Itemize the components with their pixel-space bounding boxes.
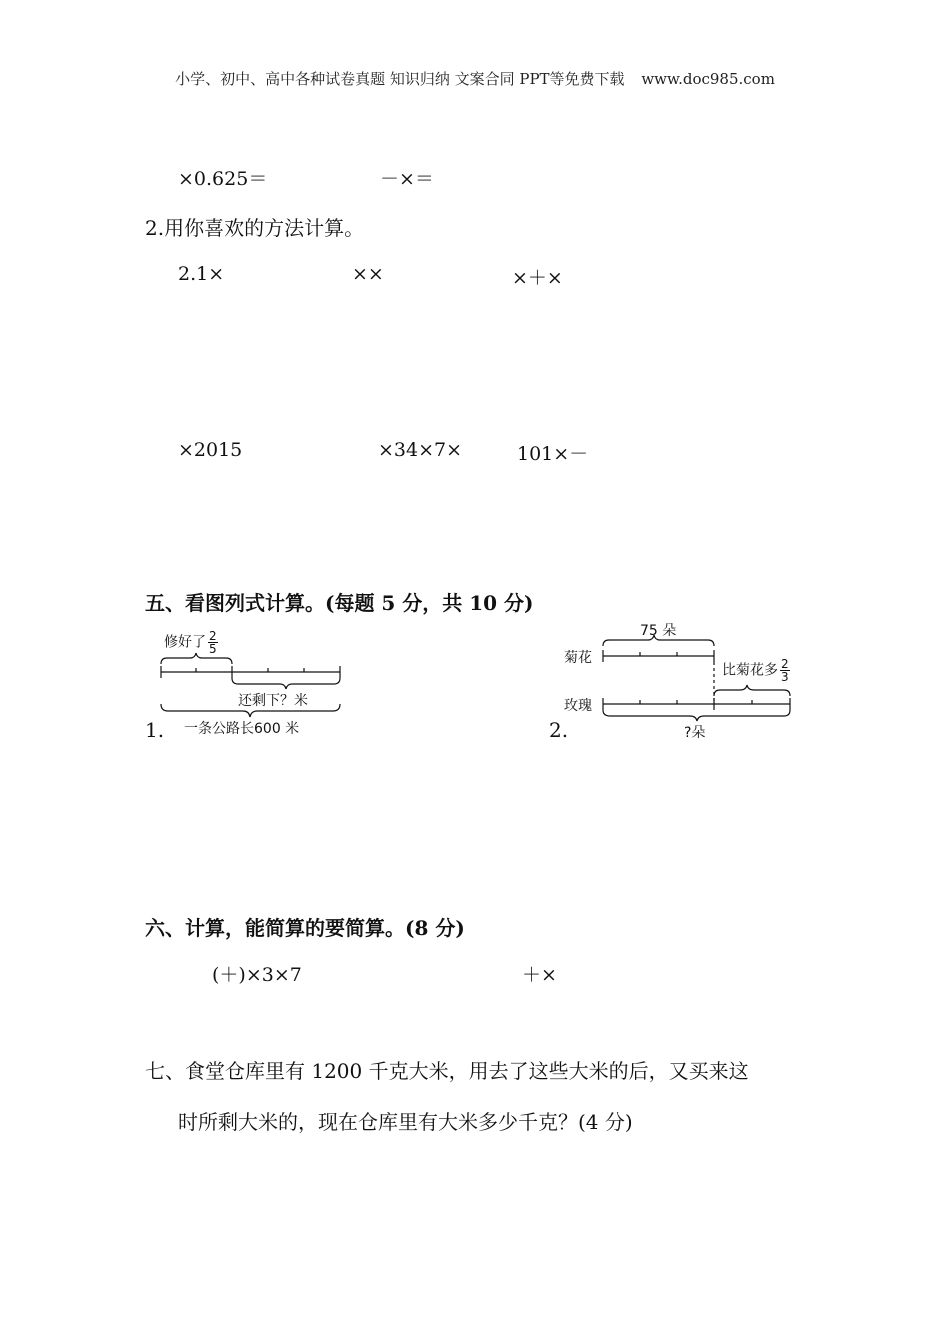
fraction-two-fifths — [208, 630, 218, 655]
sec6-expr-1: (＋)×3×7 — [212, 964, 302, 986]
more-label — [722, 658, 790, 683]
fraction-two-thirds — [780, 658, 790, 683]
more-text: 比菊花多 — [722, 662, 778, 679]
fraction-numerator: 2 — [781, 657, 789, 671]
sec6-expr-2: ＋× — [522, 964, 557, 986]
header-site: www.doc985.com — [641, 70, 775, 88]
fraction-numerator: 2 — [209, 629, 217, 643]
q2-expr-2: ×× — [352, 263, 384, 285]
remaining-label: 还剩下？米 — [238, 693, 308, 709]
q2-expr-4: ×2015 — [178, 439, 243, 461]
q2-expr-5: ×34×7× — [378, 439, 463, 461]
fraction-denominator: 5 — [209, 642, 217, 656]
total-length-label: 一条公路长600 米 — [184, 721, 300, 737]
q2-expr-1: 2.1× — [178, 263, 225, 285]
diagram-1 — [158, 624, 348, 744]
repaired-label — [164, 630, 218, 655]
chrysanthemum-count: 75 朵 — [640, 623, 677, 639]
question-2-label: 2.用你喜欢的方法计算。 — [145, 216, 365, 240]
rose-total-label: ?朵 — [684, 725, 706, 741]
header-text: 小学、初中、高中各种试卷真题 知识归纳 文案合同 PPT等免费下载 — [175, 70, 625, 88]
diagram-2 — [560, 618, 800, 743]
rose-label: 玫瑰 — [564, 698, 592, 714]
q2-expr-3: ×＋× — [512, 267, 563, 289]
chrysanthemum-label: 菊花 — [564, 650, 592, 666]
expr-top-2: －×＝ — [380, 168, 434, 190]
repaired-text: 修好了 — [164, 634, 206, 651]
section-5-title: 五、看图列式计算。(每题 5 分，共 10 分) — [145, 591, 534, 615]
section-7-line-2: 时所剩大米的，现在仓库里有大米多少千克？(4 分) — [178, 1110, 633, 1134]
diagram-1-number: 1. — [145, 718, 165, 742]
diagram-2-number: 2. — [549, 718, 569, 742]
brace-rose-total — [603, 710, 790, 721]
brace-remaining — [232, 678, 340, 689]
brace-more — [714, 685, 790, 696]
q2-expr-6: 101×－ — [517, 443, 589, 465]
section-7-line-1: 七、食堂仓库里有 1200 千克大米，用去了这些大米的后，又买来这 — [145, 1059, 749, 1083]
page-header — [0, 68, 950, 89]
fraction-denominator: 3 — [781, 670, 789, 684]
section-6-title: 六、计算，能简算的要简算。(8 分) — [145, 916, 465, 940]
expr-top-1: ×0.625＝ — [178, 168, 268, 190]
